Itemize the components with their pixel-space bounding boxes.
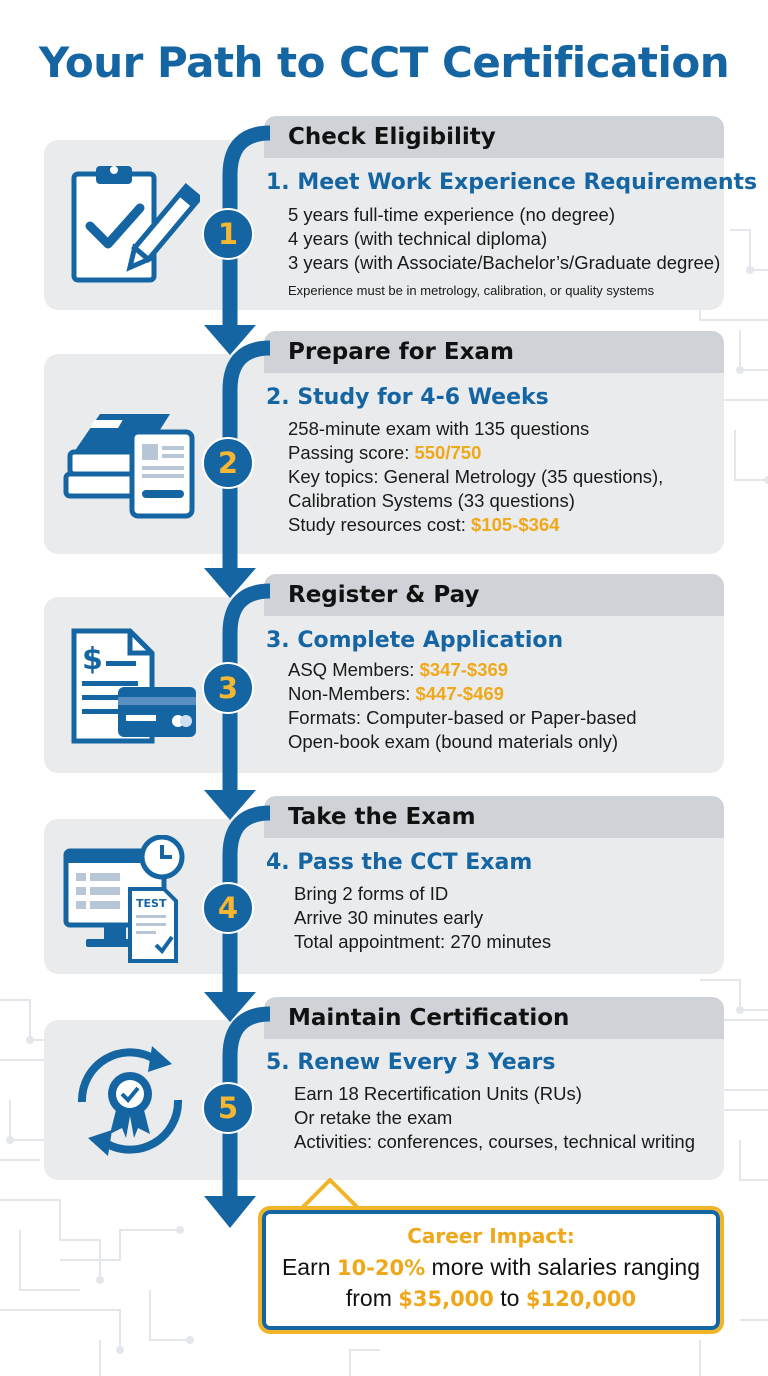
invoice-card-icon [60,625,200,755]
step-3-line [288,658,637,682]
step-2-line: 258-minute exam with 135 questions [288,418,590,439]
step-4-line: Arrive 30 minutes early [294,907,484,928]
step-1-tab: Check Eligibility [264,116,724,158]
step-1-note: Experience must be in metrology, calibration, or quality systems [288,283,655,298]
step-5-details [294,1082,695,1154]
step-4-number: 4 [202,882,254,934]
nonmember-fee-label: Non-Members: [288,683,416,704]
step-2-heading: 2. Study for 4-6 Weeks [266,385,549,410]
step-2-line: Key topics: General Metrology (35 questions), [288,466,664,487]
step-2-number: 2 [202,437,254,489]
study-cost-label: Study resources cost: [288,514,472,535]
career-impact-box [258,1206,724,1334]
svg-text:$: $ [82,642,103,677]
impact-salary-low: $35,000 [398,1287,494,1311]
step-2-line: Calibration Systems (33 questions) [288,490,575,511]
step-2-tab: Prepare for Exam [264,331,724,373]
impact-mid: more with salaries ranging [425,1254,701,1280]
passing-score-label: Passing score: [288,442,415,463]
step-5-heading: 5. Renew Every 3 Years [266,1050,556,1075]
career-impact-line-2 [262,1283,720,1314]
step-1-heading: 1. Meet Work Experience Requirements [266,170,758,195]
step-5-number: 5 [202,1082,254,1134]
impact-percent: 10-20% [336,1256,426,1280]
step-1-details [288,203,720,301]
step-2-line [288,441,663,465]
step-3-number: 3 [202,662,254,714]
study-cost-value: $105-$364 [471,514,560,535]
test-label: TEST [136,897,167,910]
step-4-line: Bring 2 forms of ID [294,883,449,904]
step-5-line: Earn 18 Recertification Units (RUs) [294,1083,582,1104]
step-1-line: 3 years (with Associate/Bachelor’s/Graduate degree) [288,252,721,273]
step-5-tab: Maintain Certification [264,997,724,1039]
step-4-tab: Take the Exam [264,796,724,838]
step-5-line: Or retake the exam [294,1107,453,1128]
career-impact-line-1 [262,1252,720,1283]
step-3-details [288,658,637,754]
step-3-tab: Register & Pay [264,574,724,616]
step-5-line: Activities: conferences, courses, technical writing [294,1131,696,1152]
books-tablet-icon [60,390,200,520]
step-2-line [288,513,663,537]
step-1-line: 4 years (with technical diploma) [288,228,548,249]
impact-salary-high: $120,000 [525,1287,637,1311]
member-fee-label: ASQ Members: [288,659,420,680]
clipboard-check-icon [60,160,200,290]
impact-to: to [493,1285,526,1311]
step-3-line: Open-book exam (bound materials only) [288,731,619,752]
step-3-line: Formats: Computer-based or Paper-based [288,707,637,728]
step-3-heading: 3. Complete Application [266,628,564,653]
nonmember-fee-value: $447-$469 [415,683,504,704]
page-title: Your Path to CCT Certification [38,38,730,87]
step-4-details [294,882,551,954]
impact-pre: Earn [281,1254,337,1280]
computer-test-clock-icon [60,835,200,965]
impact-from: from [345,1285,399,1311]
passing-score-value: 550/750 [414,442,482,463]
renewal-badge-icon [60,1036,200,1166]
member-fee-value: $347-$369 [419,659,509,680]
step-1-line: 5 years full-time experience (no degree) [288,204,615,225]
step-4-heading: 4. Pass the CCT Exam [266,850,533,875]
step-2-details [288,417,663,537]
step-4-line: Total appointment: 270 minutes [294,931,552,952]
step-3-line [288,682,637,706]
career-impact-title: Career Impact: [407,1224,575,1248]
step-1-number: 1 [202,208,254,260]
